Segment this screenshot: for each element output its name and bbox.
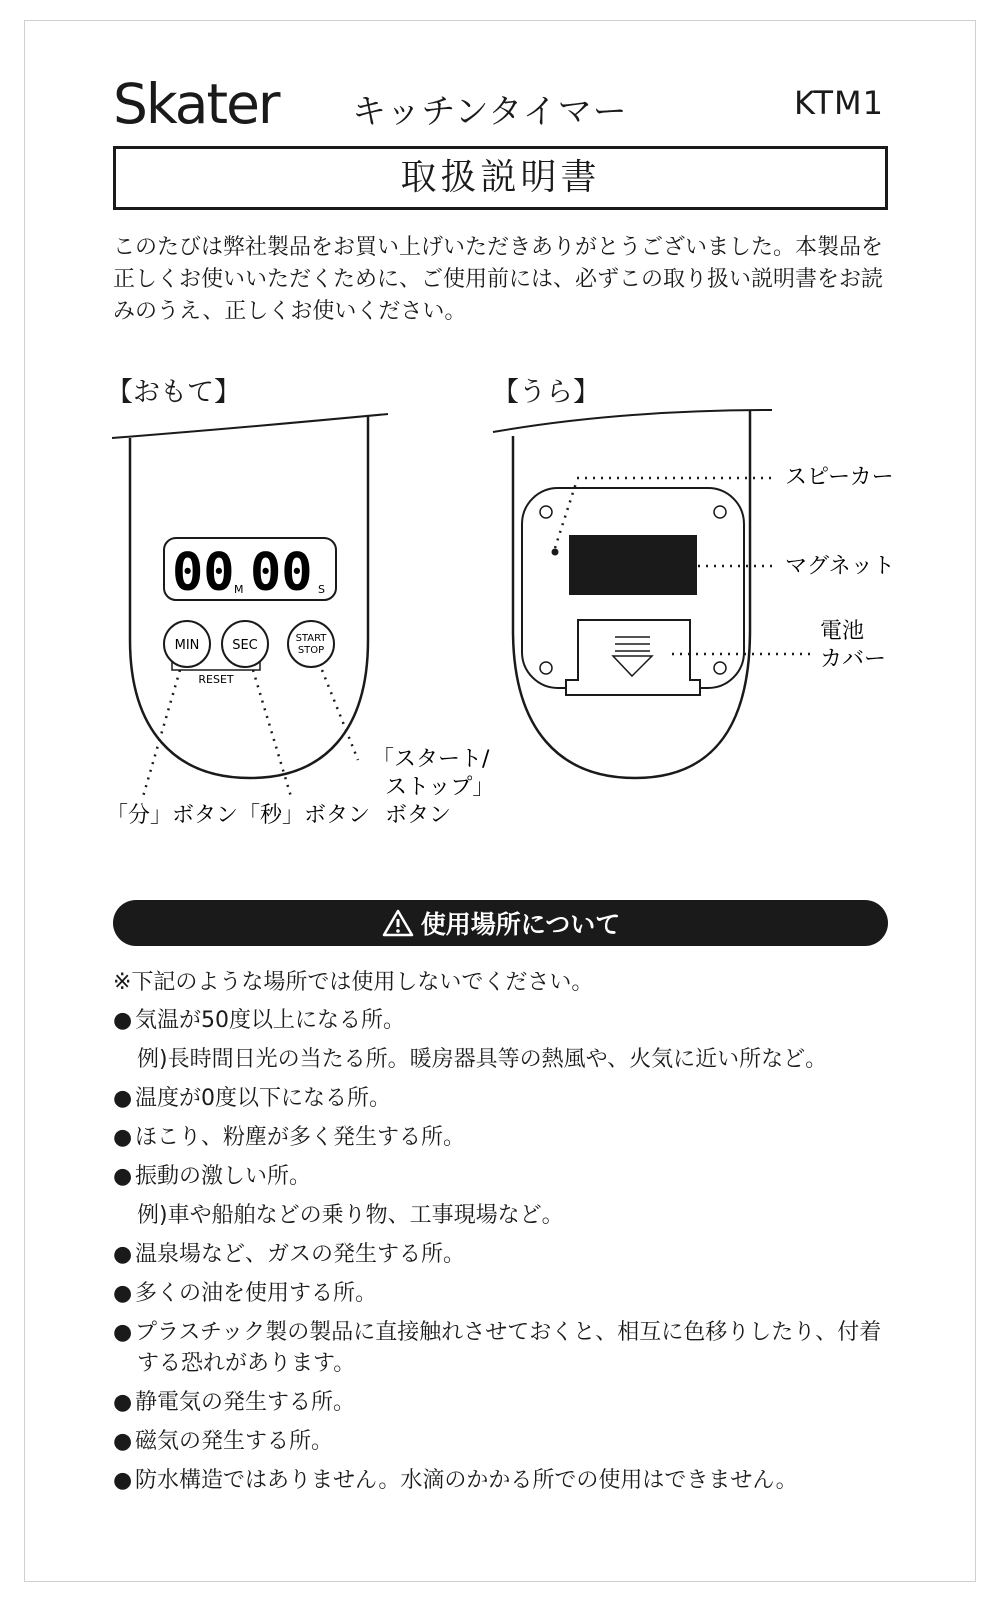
reset-label: RESET bbox=[198, 673, 234, 686]
start-stop-caption-line3: ボタン bbox=[385, 803, 452, 828]
back-view bbox=[493, 410, 895, 778]
battery-cover bbox=[566, 620, 700, 695]
lcd-seconds-unit: S bbox=[318, 583, 325, 596]
document-title: 取扱説明書 bbox=[113, 146, 888, 210]
start-button-label: START bbox=[295, 633, 327, 644]
back-label: 【うら】 bbox=[492, 377, 600, 408]
lcd-seconds: 00 bbox=[250, 543, 313, 603]
brand-logo: Skater bbox=[113, 72, 279, 136]
list-item-example: 例)車や船舶などの乗り物、工事現場など。 bbox=[137, 1203, 564, 1228]
list-item: ● 磁気の発生する所。 bbox=[113, 1429, 334, 1454]
magnet bbox=[569, 535, 697, 595]
sec-button-caption: 「秒」ボタン bbox=[238, 803, 371, 828]
list-item: ● 振動の激しい所。 例)車や船舶などの乗り物、工事現場など。 bbox=[113, 1161, 903, 1231]
list-item: ● 温泉場など、ガスの発生する所。 bbox=[113, 1242, 466, 1267]
start-stop-button[interactable] bbox=[288, 621, 334, 667]
front-view bbox=[106, 414, 494, 828]
list-item-example: 例)長時間日光の当たる所。暖房器具等の熱風や、火気に近い所など。 bbox=[137, 1047, 828, 1072]
usage-section-header bbox=[113, 900, 888, 946]
list-item: ● ほこり、粉塵が多く発生する所。 bbox=[113, 1125, 466, 1150]
front-label: 【おもて】 bbox=[106, 377, 241, 408]
speaker-label: スピーカー bbox=[785, 465, 894, 490]
battery-cover-label-line1: 電池 bbox=[820, 619, 865, 644]
lcd-minutes-unit: M bbox=[234, 583, 244, 596]
list-item: ● プラスチック製の製品に直接触れさせておくと、相互に色移りしたり、付着 する恐れがあります。 bbox=[113, 1320, 882, 1376]
list-item: ● 気温が50度以上になる所。 例)長時間日光の当たる所。暖房器具等の熱風や、火気に近い所など。 bbox=[113, 1005, 903, 1075]
usage-list bbox=[113, 1005, 903, 1504]
timer-diagram bbox=[100, 400, 920, 850]
usage-note: ※下記のような場所では使用しないでください。 bbox=[113, 970, 594, 995]
magnet-label: マグネット bbox=[785, 554, 895, 579]
list-item: ● 防水構造ではありません。水滴のかかる所での使用はできません。 bbox=[113, 1468, 798, 1493]
list-item: ● 温度が0度以下になる所。 bbox=[113, 1086, 391, 1111]
min-button-caption: 「分」ボタン bbox=[106, 803, 239, 828]
battery-cover-label-line2: カバー bbox=[820, 647, 887, 672]
stop-button-label: STOP bbox=[297, 645, 325, 656]
warning-icon bbox=[381, 908, 415, 938]
intro-paragraph: このたびは弊社製品をお買い上げいただきありがとうございました。本製品を正しくお使いいただくために、ご使用前には、必ずこの取り扱い説明書をお読みのうえ、正しくお使いください。 bbox=[113, 235, 884, 324]
min-button-label: MIN bbox=[174, 638, 200, 653]
usage-heading: 使用場所について bbox=[420, 910, 621, 939]
product-name: キッチンタイマー bbox=[352, 92, 628, 132]
lcd-minutes: 00 bbox=[172, 543, 235, 603]
list-item: ● 静電気の発生する所。 bbox=[113, 1390, 356, 1415]
start-stop-caption-line1: 「スタート/ bbox=[372, 747, 490, 772]
list-item: ● 多くの油を使用する所。 bbox=[113, 1281, 378, 1306]
sec-button-label: SEC bbox=[232, 638, 258, 653]
speaker-hole bbox=[552, 549, 559, 556]
start-stop-caption-line2: ストップ」 bbox=[385, 775, 495, 800]
model-number: KTM1 bbox=[794, 84, 885, 122]
